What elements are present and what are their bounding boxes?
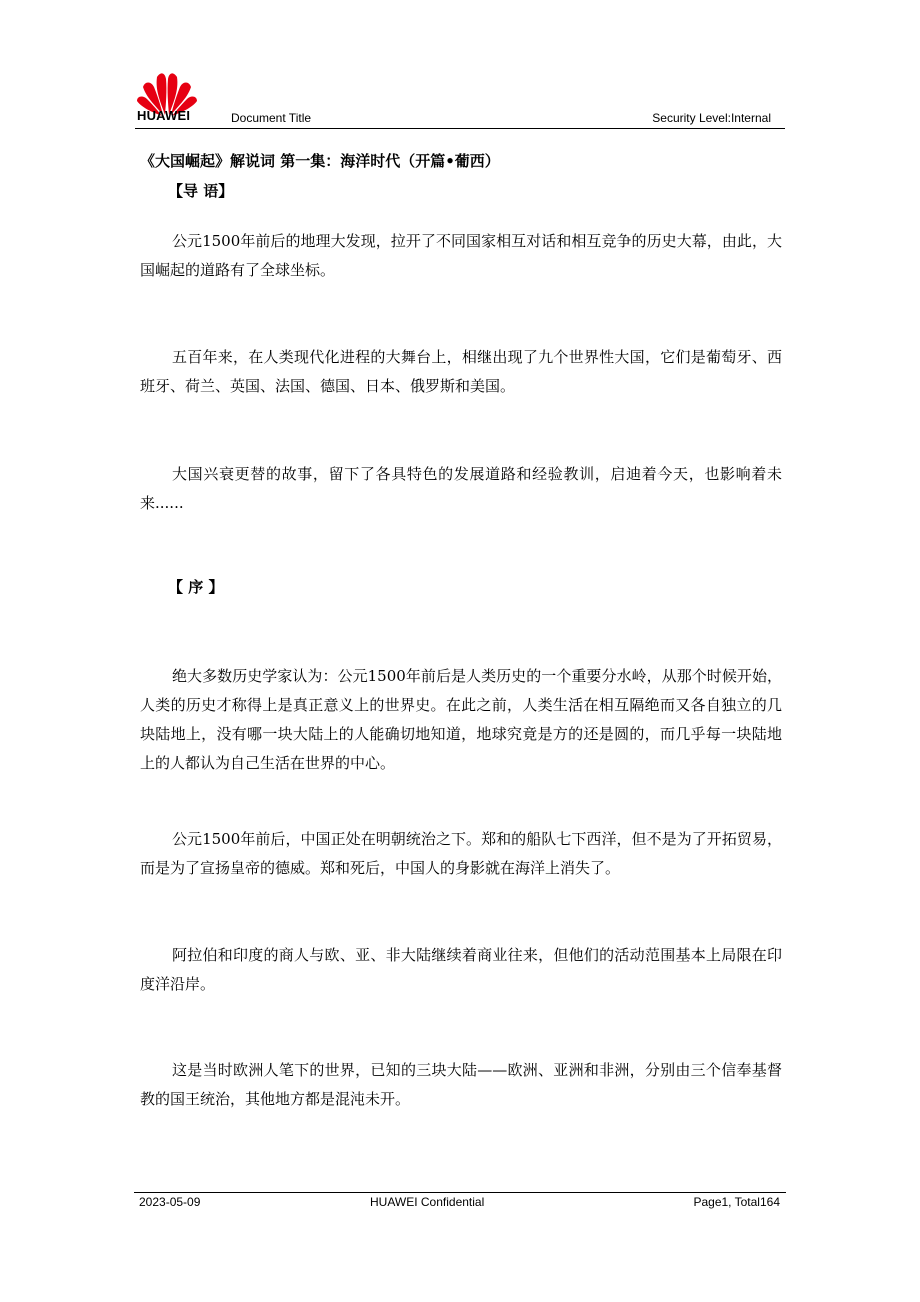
document-title: 《大国崛起》解说词 第一集：海洋时代（开篇•葡西） xyxy=(140,152,500,170)
paragraph: 公元1500年前后的地理大发现，拉开了不同国家相互对话和相互竞争的历史大幕，由此，大国崛起的道路有了全球坐标。 xyxy=(140,232,782,279)
page-header xyxy=(135,60,785,129)
document-title-label: Document Title xyxy=(231,111,312,125)
footer-page-info: Page1, Total164 xyxy=(693,1195,780,1209)
security-level-label: Security Level:Internal xyxy=(652,111,771,125)
logo-text: HUAWEI xyxy=(137,108,191,123)
footer-date: 2023-05-09 xyxy=(139,1195,201,1209)
section-heading-preface: 【 序 】 xyxy=(168,578,224,596)
paragraph: 五百年来，在人类现代化进程的大舞台上，相继出现了九个世界性大国，它们是葡萄牙、西班牙、荷兰、英国、法国、德国、日本、俄罗斯和美国。 xyxy=(140,348,782,395)
page-footer xyxy=(134,1192,786,1209)
paragraph: 这是当时欧洲人笔下的世界，已知的三块大陆——欧洲、亚洲和非洲，分别由三个信奉基督教的国王统治，其他地方都是混沌未开。 xyxy=(140,1061,782,1108)
paragraph: 绝大多数历史学家认为：公元1500年前后是人类历史的一个重要分水岭，从那个时候开始，人类的历史才称得上是真正意义上的世界史。在此之前，人类生活在相互隔绝而又各自独立的几块陆地上，没有哪一块大陆上的人能确切地知道，地球究竟是方的还是圆的，而几乎每一块陆地上的人都认为自己生活在世界的中心。 xyxy=(140,667,782,772)
paragraph: 公元1500年前后，中国正处在明朝统治之下。郑和的船队七下西洋，但不是为了开拓贸易，而是为了宣扬皇帝的德威。郑和死后，中国人的身影就在海洋上消失了。 xyxy=(140,830,782,877)
footer-confidential: HUAWEI Confidential xyxy=(370,1195,485,1209)
section-heading-intro: 【导 语】 xyxy=(168,182,234,200)
paragraph: 大国兴衰更替的故事，留下了各具特色的发展道路和经验教训，启迪着今天，也影响着未来...... xyxy=(140,465,782,512)
paragraph: 阿拉伯和印度的商人与欧、亚、非大陆继续着商业往来，但他们的活动范围基本上局限在印度洋沿岸。 xyxy=(140,946,782,993)
